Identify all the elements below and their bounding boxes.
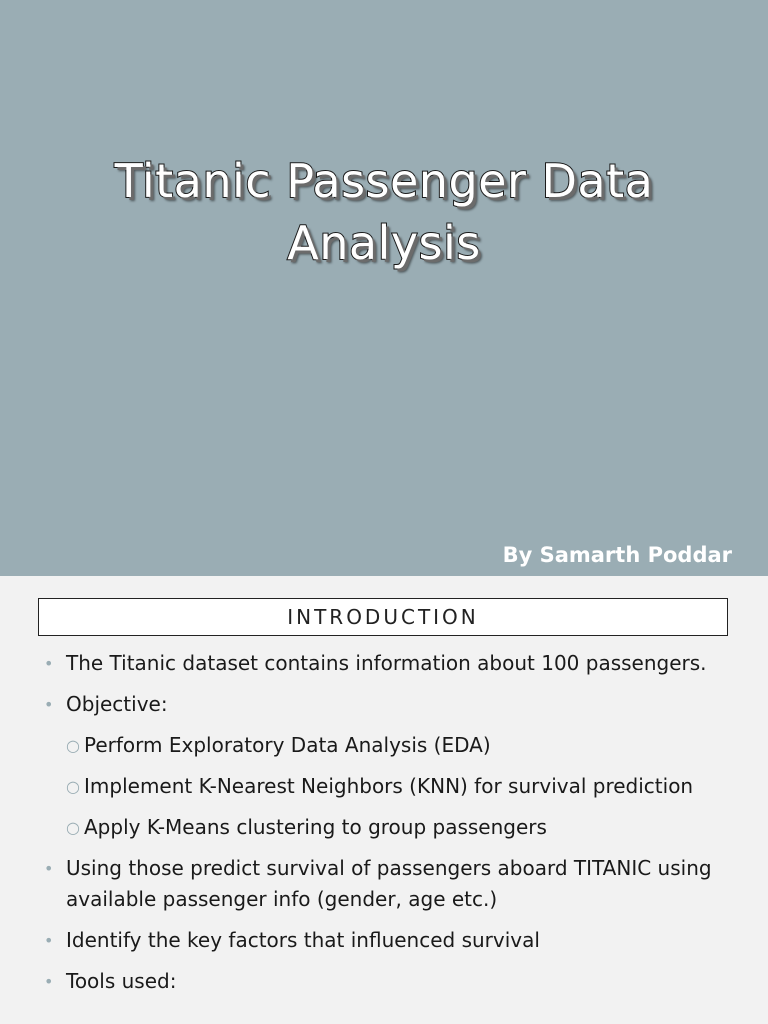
bullet-item	[44, 689, 744, 720]
bullet-text: Identify the key factors that influenced survival	[66, 928, 540, 952]
bullet-text: Implement K-Nearest Neighbors (KNN) for survival prediction	[84, 774, 694, 798]
bullet-text: Tools used:	[66, 969, 177, 993]
sub-bullet-item	[44, 812, 744, 843]
section-heading: INTRODUCTION	[38, 598, 728, 636]
bullet-marker: •	[44, 931, 54, 950]
title-line-1: Titanic Passenger Data	[114, 154, 654, 208]
bullet-marker: •	[44, 654, 54, 673]
bullet-text: The Titanic dataset contains information about 100 passengers.	[66, 651, 707, 675]
sub-bullet-item	[44, 730, 744, 761]
bullet-item	[44, 648, 744, 679]
sub-bullet-item	[44, 771, 744, 802]
bullet-text: Objective:	[66, 692, 168, 716]
bullet-marker: •	[44, 859, 54, 878]
sub-bullet-marker: ○	[66, 777, 80, 796]
title-line-2: Analysis	[287, 216, 481, 270]
bullet-text: Using those predict survival of passengers aboard TITANIC using available passenger info (gender, age etc.)	[66, 856, 712, 911]
bullet-text: Apply K-Means clustering to group passengers	[84, 815, 547, 839]
sub-bullet-marker: ○	[66, 818, 80, 837]
introduction-slide	[0, 576, 768, 1024]
bullet-list	[44, 648, 744, 1007]
bullet-item	[44, 966, 744, 997]
bullet-marker: •	[44, 695, 54, 714]
author-byline: By Samarth Poddar	[502, 543, 732, 567]
sub-bullet-marker: ○	[66, 736, 80, 755]
bullet-marker: •	[44, 972, 54, 991]
bullet-item	[44, 925, 744, 956]
bullet-text: Perform Exploratory Data Analysis (EDA)	[84, 733, 491, 757]
bullet-item	[44, 853, 744, 915]
slide-title	[0, 150, 768, 274]
